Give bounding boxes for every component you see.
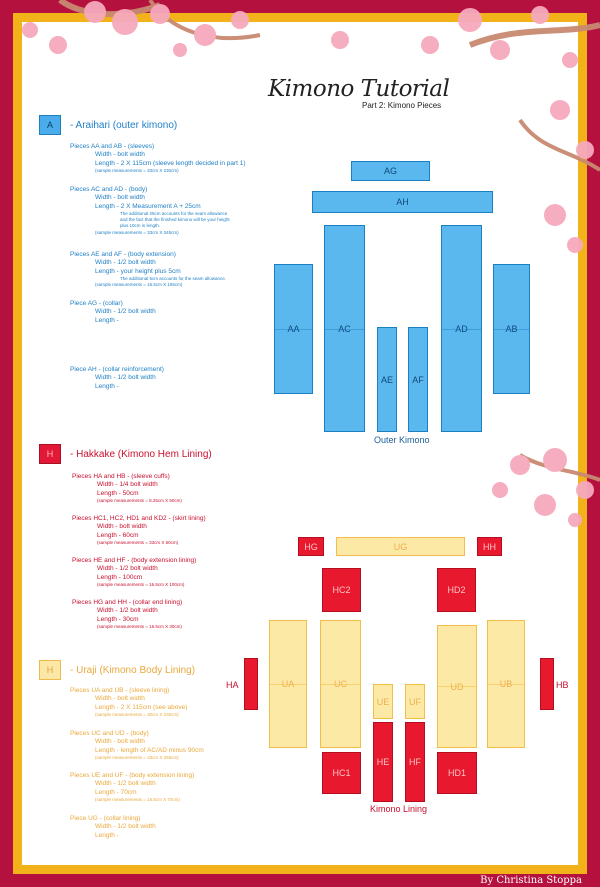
piece-length: Length - 30cm bbox=[97, 615, 139, 623]
piece-heading: Pieces HG and HH - (collar end lining) bbox=[72, 599, 183, 606]
section-h-badge: H bbox=[39, 444, 61, 464]
piece-block-ag bbox=[70, 300, 156, 325]
piece-aa: AA bbox=[274, 264, 313, 394]
piece-heading: Pieces AA and AB - (sleeves) bbox=[70, 143, 155, 150]
piece-heading: Piece AG - (collar) bbox=[70, 300, 123, 307]
piece-length: Length - bbox=[95, 831, 119, 839]
piece-ud: UD bbox=[437, 625, 477, 748]
piece-sample: (sample measurements = 16.5cm X 165cm) bbox=[95, 282, 183, 288]
piece-heading: Piece AH - (collar reinforcement) bbox=[70, 366, 164, 373]
piece-block-uc-ud bbox=[70, 730, 204, 761]
page-subtitle: Part 2: Kimono Pieces bbox=[362, 101, 442, 110]
piece-sample: (sample measurements = 33cm X 255cm) bbox=[95, 754, 179, 760]
piece-length: Length - bbox=[95, 382, 119, 390]
page-title: Kimono Tutorial bbox=[268, 76, 450, 102]
piece-note: The additional 25cm accounts for the seam allowance bbox=[120, 210, 228, 216]
piece-block-hc-hd bbox=[72, 515, 206, 546]
piece-sample: (sample measurements = 33cm X 60cm) bbox=[97, 539, 179, 545]
piece-heading: Pieces AC and AD - (body) bbox=[70, 186, 148, 193]
piece-width: Width - bolt width bbox=[95, 695, 145, 703]
piece-length: Length - 2 X 115cm (sleeve length decided in part 1) bbox=[95, 159, 246, 167]
piece-width: Width - 1/2 bolt width bbox=[95, 259, 156, 267]
piece-width: Width - bolt width bbox=[97, 523, 147, 531]
piece-width: Width - 1/2 bolt width bbox=[95, 823, 156, 831]
piece-heading: Pieces HA and HB - (sleeve cuffs) bbox=[72, 473, 170, 480]
piece-width: Width - bolt width bbox=[95, 151, 145, 159]
piece-sample: (sample measurements = 33cm X 230cm) bbox=[95, 167, 179, 173]
piece-ab: AB bbox=[493, 264, 530, 394]
piece-ha-label: HA bbox=[226, 680, 239, 690]
piece-width: Width - 1/2 bolt width bbox=[97, 565, 158, 573]
piece-heading: Pieces AE and AF - (body extension) bbox=[70, 251, 176, 258]
piece-ag: AG bbox=[351, 161, 430, 181]
section-u-badge: H bbox=[39, 660, 61, 680]
piece-length: Length - bbox=[95, 316, 119, 324]
piece-heading: Pieces UA and UB - (sleeve lining) bbox=[70, 687, 170, 694]
piece-uc: UC bbox=[320, 620, 361, 748]
piece-hb-label: HB bbox=[556, 680, 569, 690]
piece-width: Width - 1/2 bolt width bbox=[95, 780, 156, 788]
piece-length: Length - 100cm bbox=[97, 573, 143, 581]
piece-af: AF bbox=[408, 327, 428, 432]
piece-he: HE bbox=[373, 722, 393, 802]
piece-hc2: HC2 bbox=[322, 568, 361, 612]
piece-block-hg-hh bbox=[72, 599, 182, 630]
piece-block-ha-hb bbox=[72, 473, 182, 504]
piece-width: Width - 1/2 bolt width bbox=[95, 308, 156, 316]
piece-hd2: HD2 bbox=[437, 568, 476, 612]
piece-note: plus 10cm in length. bbox=[120, 223, 161, 229]
piece-width: Width - 1/4 bolt width bbox=[97, 481, 158, 489]
piece-length: Length - 70cm bbox=[95, 788, 137, 796]
piece-hb bbox=[540, 658, 554, 710]
piece-block-ac-ad bbox=[70, 186, 230, 236]
piece-uf: UF bbox=[405, 684, 425, 719]
piece-hd1: HD1 bbox=[437, 752, 477, 794]
piece-hf: HF bbox=[405, 722, 425, 802]
piece-block-he-hf bbox=[72, 557, 196, 588]
piece-ac: AC bbox=[324, 225, 365, 432]
piece-heading: Pieces HE and HF - (body extension lining) bbox=[72, 557, 197, 564]
piece-ae: AE bbox=[377, 327, 397, 432]
piece-ue: UE bbox=[373, 684, 393, 719]
piece-length: Length - 2 X Measurement A + 25cm bbox=[95, 202, 201, 210]
piece-sample: (sample measurements = 33cm X 345cm) bbox=[95, 229, 179, 235]
piece-length: Length - your height plus 5cm bbox=[95, 267, 181, 275]
piece-sample: (sample measurements = 16.5cm X 70cm) bbox=[95, 796, 180, 802]
piece-width: Width - 1/2 bolt width bbox=[95, 374, 156, 382]
piece-ha bbox=[244, 658, 258, 710]
piece-sample: (sample measurements = 16.5cm X 100cm) bbox=[97, 581, 185, 587]
kimono-lining-caption: Kimono Lining bbox=[370, 804, 428, 814]
piece-width: Width - bolt width bbox=[95, 194, 145, 202]
piece-sample: (sample measurements = 8.25cm X 50cm) bbox=[97, 497, 182, 503]
piece-hh: HH bbox=[477, 537, 502, 556]
piece-hc1: HC1 bbox=[322, 752, 361, 794]
piece-length: Length - 2 X 115cm (see above) bbox=[95, 703, 188, 711]
piece-block-aa-ab bbox=[70, 143, 246, 174]
piece-length: Length - length of AC/AD minus 90cm bbox=[95, 746, 204, 754]
section-a-title: - Araihari (outer kimono) bbox=[70, 120, 178, 131]
piece-width: Width - bolt width bbox=[95, 738, 145, 746]
piece-heading: Pieces HC1, HC2, HD1 and KD2 - (skirt lining) bbox=[72, 515, 206, 522]
piece-hg: HG bbox=[298, 537, 324, 556]
author-credit: By Christina Stoppa bbox=[480, 875, 582, 886]
piece-ub: UB bbox=[487, 620, 525, 748]
piece-heading: Pieces UE and UF - (body extension lining) bbox=[70, 772, 195, 779]
section-a-badge: A bbox=[39, 115, 61, 135]
piece-ua: UA bbox=[269, 620, 307, 748]
piece-block-ae-af bbox=[70, 251, 226, 288]
piece-sample: (sample measurements = 30cm X 230cm) bbox=[95, 711, 179, 717]
piece-ah: AH bbox=[312, 191, 493, 213]
piece-note: The additional 5cm accounts for the seam allowance. bbox=[120, 275, 227, 281]
piece-heading: Pieces UC and UD - (body) bbox=[70, 730, 149, 737]
piece-ug: UG bbox=[336, 537, 465, 556]
piece-length: Length - 50cm bbox=[97, 489, 139, 497]
piece-sample: (sample measurements = 16.5cm X 30cm) bbox=[97, 623, 182, 629]
section-h-title: - Hakkake (Kimono Hem Lining) bbox=[70, 449, 212, 460]
piece-block-ug bbox=[70, 815, 156, 840]
piece-ad: AD bbox=[441, 225, 482, 432]
piece-heading: Piece UG - (collar lining) bbox=[70, 815, 141, 822]
piece-block-ah bbox=[70, 366, 164, 391]
section-u-title: - Uraji (Kimono Body Lining) bbox=[70, 665, 196, 676]
piece-length: Length - 60cm bbox=[97, 531, 139, 539]
piece-block-ua-ub bbox=[70, 687, 187, 718]
piece-note: and the fact that the finished kimono will be your height bbox=[120, 217, 230, 223]
outer-kimono-caption: Outer Kimono bbox=[374, 435, 430, 445]
piece-block-ue-uf bbox=[70, 772, 194, 803]
piece-width: Width - 1/2 bolt width bbox=[97, 607, 158, 615]
